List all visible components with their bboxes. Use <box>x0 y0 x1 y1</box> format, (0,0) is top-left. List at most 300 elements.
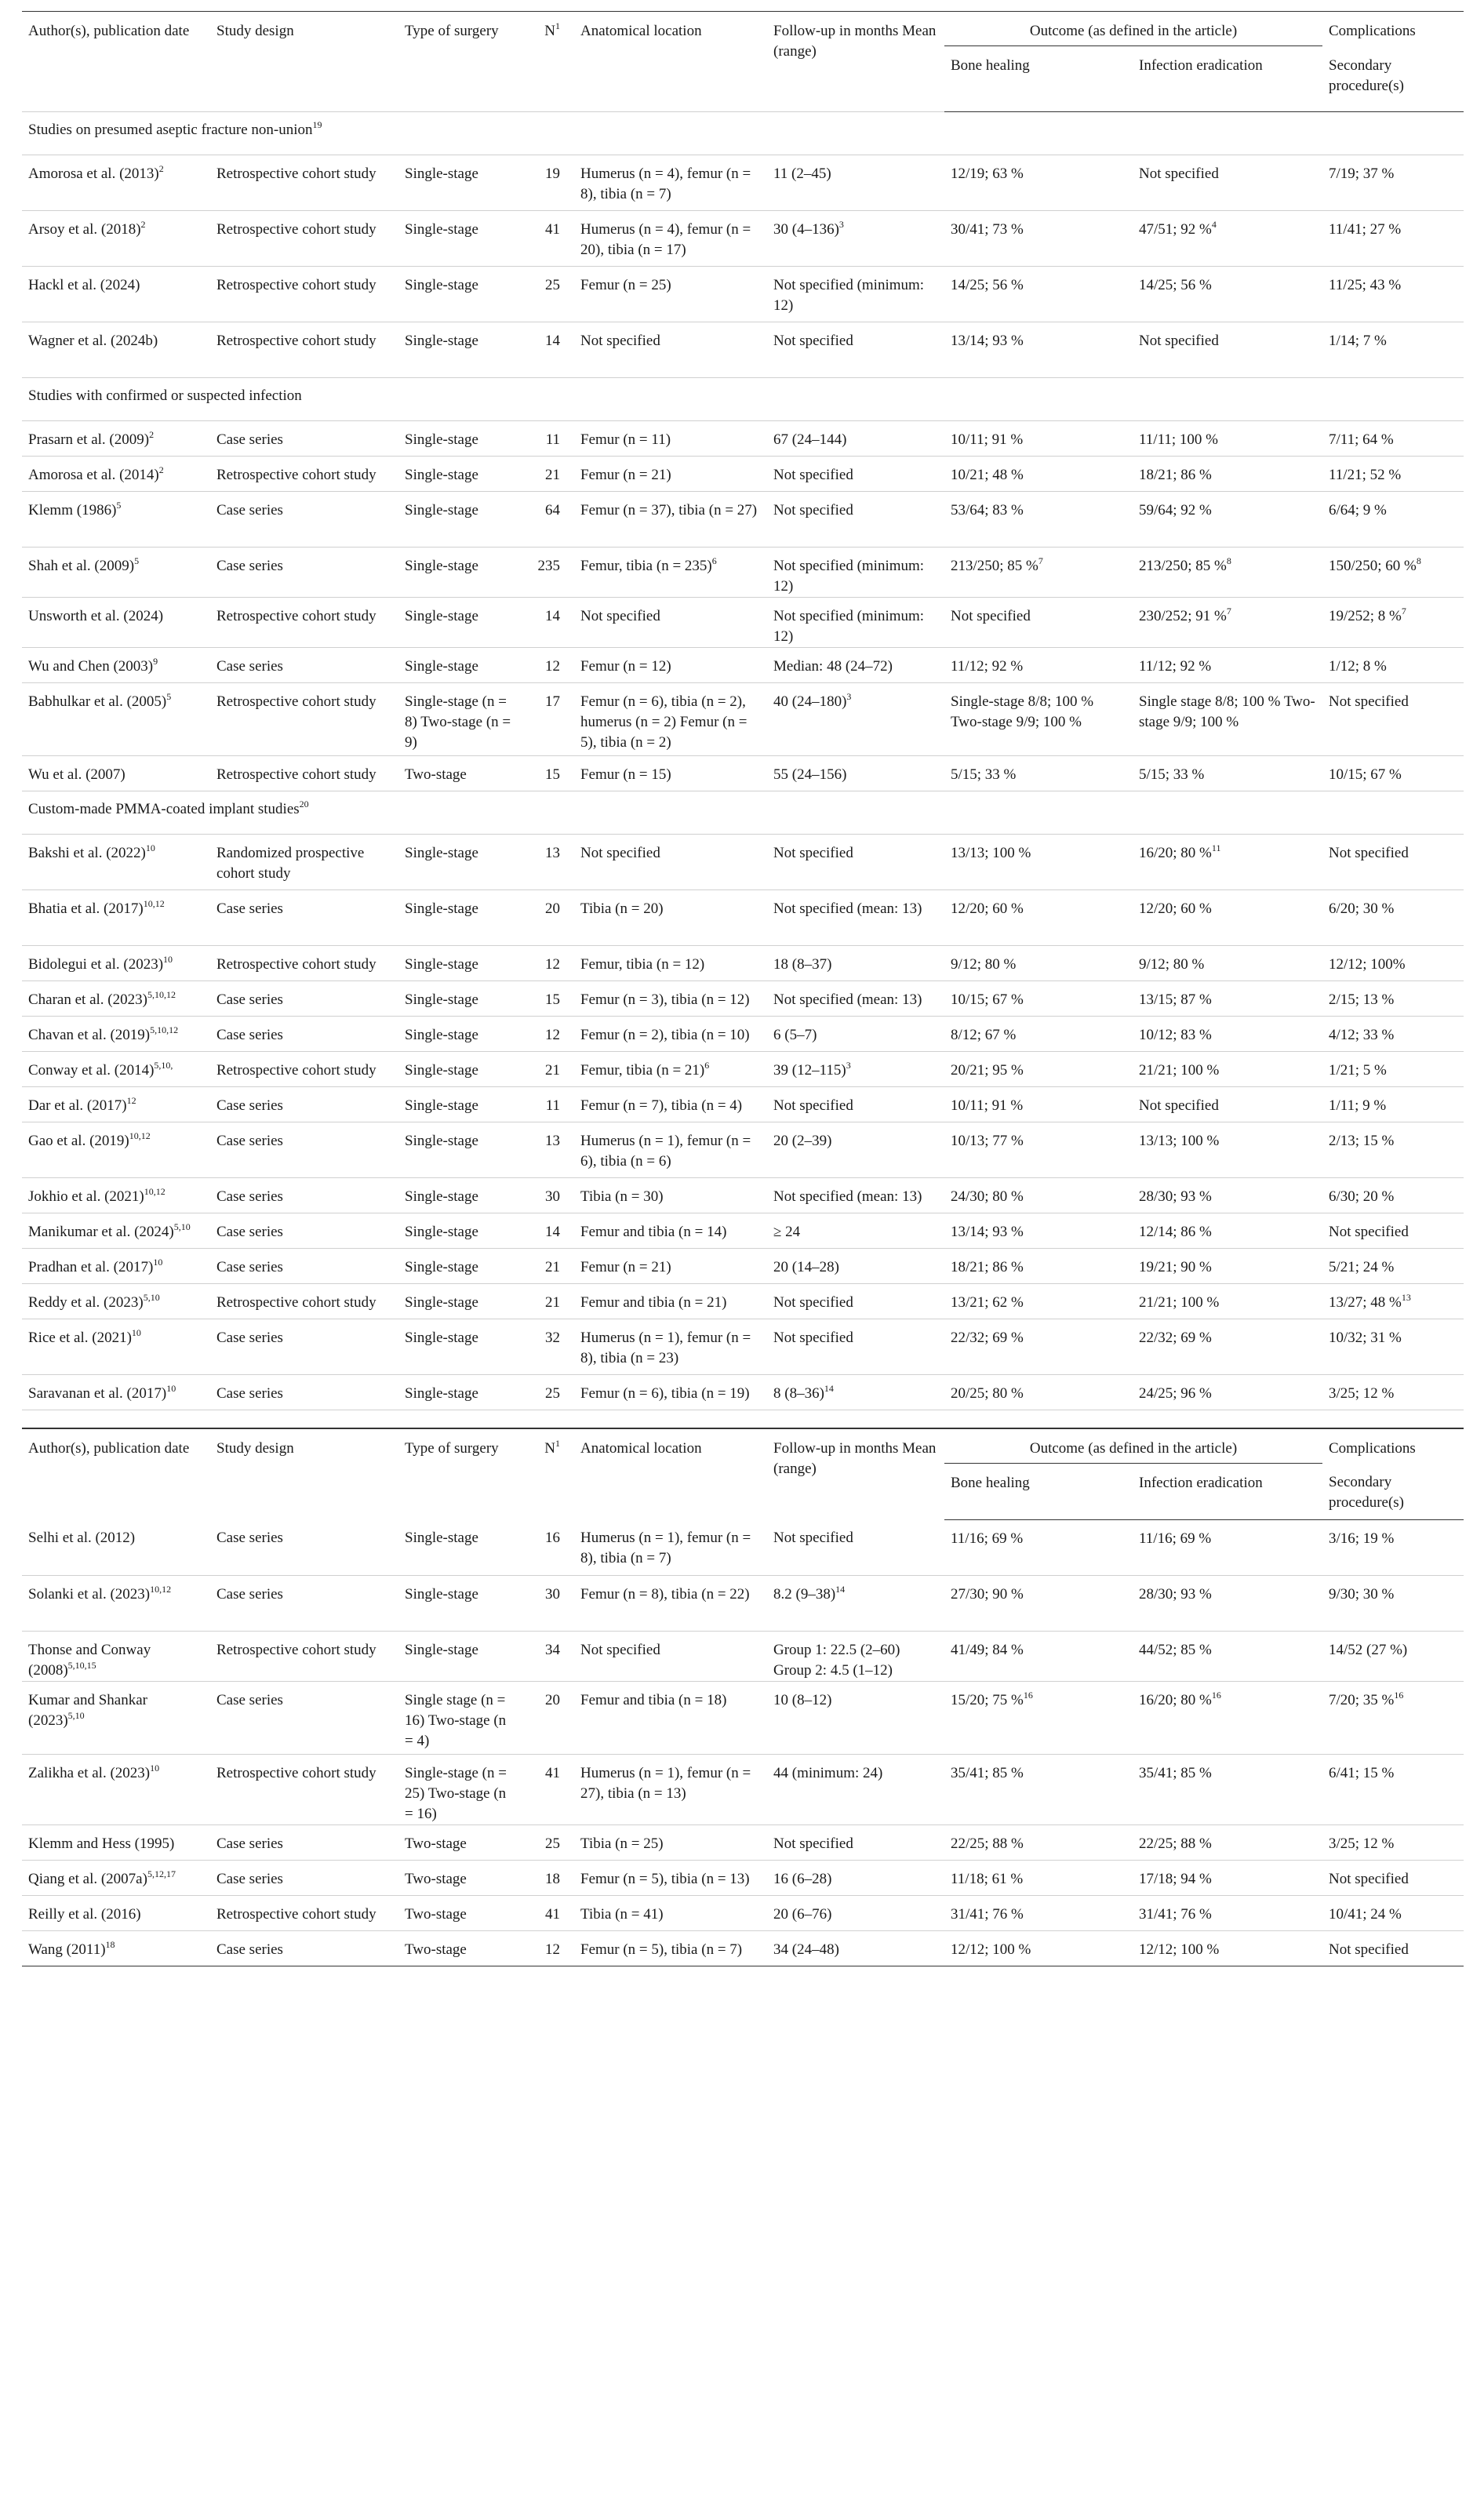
author-cell: Klemm $(1986)^5$ <box>22 492 210 548</box>
infection-cell: 230/252; 91 %$^7$ <box>1133 598 1322 648</box>
design-cell: Case series <box>210 1017 398 1052</box>
infection-cell: 16/20; 80 %$^{16}$ <box>1133 1681 1322 1754</box>
n-cell: 14 <box>524 322 574 378</box>
bone-healing-cell: 11/12; 92 % <box>944 648 1133 683</box>
infection-cell: 12/12; 100 % <box>1133 1930 1322 1966</box>
author-cell: Qiang et al. $(2007a)^{5,12,17}$ <box>22 1860 210 1895</box>
author-cell: Amorosa et al. $(2014)^2$ <box>22 457 210 492</box>
table-row <box>22 548 1464 598</box>
surgery-cell: Single-stage <box>398 457 524 492</box>
followup-cell: Not specified <box>767 457 944 492</box>
author-cell: Babhulkar et al. $(2005)^5$ <box>22 683 210 756</box>
table-row <box>22 648 1464 683</box>
infection-cell: 22/25; 88 % <box>1133 1824 1322 1860</box>
studies-table-part-2 <box>22 1428 1464 1966</box>
surgery-cell: Single-stage <box>398 211 524 267</box>
author-cell: Dar et al. $(2017)^{12}$ <box>22 1087 210 1122</box>
surgery-cell: Single-stage <box>398 1519 524 1575</box>
author-cell: Selhi et al. (2012) <box>22 1519 210 1575</box>
followup-cell: Not specified <box>767 1284 944 1319</box>
infection-cell: 47/51; 92 %$^4$ <box>1133 211 1322 267</box>
location-cell: Not specified <box>574 322 767 378</box>
secondary-cell: 1/21; 5 % <box>1322 1052 1464 1087</box>
bone-healing-cell: 30/41; 73 % <box>944 211 1133 267</box>
header-infection: Infection eradication <box>1133 46 1322 112</box>
design-cell: Case series <box>210 421 398 457</box>
design-cell: Retrospective cohort study <box>210 756 398 791</box>
author-cell: Bidolegui et al. $(2023)^{10}$ <box>22 946 210 981</box>
n-cell: 32 <box>524 1319 574 1375</box>
header-surgery: Type of surgery <box>398 12 524 112</box>
followup-cell: 8 $(8-36)^{14}$ <box>767 1375 944 1410</box>
secondary-cell: 1/14; 7 % <box>1322 322 1464 378</box>
design-cell: Case series <box>210 1122 398 1178</box>
author-cell: Klemm and Hess (1995) <box>22 1824 210 1860</box>
author-cell: Rice et al. $(2021)^{10}$ <box>22 1319 210 1375</box>
n-cell: 21 <box>524 457 574 492</box>
table-row <box>22 981 1464 1017</box>
table-row <box>22 946 1464 981</box>
surgery-cell: Single-stage <box>398 1249 524 1284</box>
header-surgery: Type of surgery <box>398 1428 524 1519</box>
author-cell: Reilly et al. (2016) <box>22 1895 210 1930</box>
studies-table-part-1 <box>22 11 1464 1410</box>
n-cell: 41 <box>524 211 574 267</box>
table-row <box>22 1631 1464 1681</box>
header-bone: Bone healing <box>944 1463 1133 1519</box>
bone-healing-cell: 213/250; 85 %$^7$ <box>944 548 1133 598</box>
surgery-cell: Single-stage <box>398 1052 524 1087</box>
followup-cell: Not specified (minimum: 12) <box>767 598 944 648</box>
surgery-cell: Two-stage <box>398 1930 524 1966</box>
surgery-cell: Single-stage <box>398 1375 524 1410</box>
n-cell: 15 <box>524 981 574 1017</box>
table-row <box>22 457 1464 492</box>
author-cell: Hackl et al. (2024) <box>22 267 210 322</box>
author-cell: Pradhan et al. $(2017)^{10}$ <box>22 1249 210 1284</box>
surgery-cell: Single-stage <box>398 1017 524 1052</box>
bone-healing-cell: 10/21; 48 % <box>944 457 1133 492</box>
location-cell: Femur (n = 25) <box>574 267 767 322</box>
bone-healing-cell: 12/19; 63 % <box>944 155 1133 211</box>
surgery-cell: Single-stage <box>398 492 524 548</box>
table-row <box>22 267 1464 322</box>
header-author: Author(s), publication date <box>22 1428 210 1519</box>
author-cell: Reddy et al. $(2023)^{5,10}$ <box>22 1284 210 1319</box>
location-cell: Tibia (n = 41) <box>574 1895 767 1930</box>
location-cell: Tibia (n = 25) <box>574 1824 767 1860</box>
infection-cell: 16/20; 80 %$^{11}$ <box>1133 835 1322 890</box>
infection-cell: 35/41; 85 % <box>1133 1754 1322 1824</box>
infection-cell: 12/20; 60 % <box>1133 890 1322 946</box>
n-cell: 12 <box>524 648 574 683</box>
surgery-cell: Two-stage <box>398 756 524 791</box>
table-row <box>22 1824 1464 1860</box>
surgery-cell: Single-stage (n = 25) Two-stage (n = 16) <box>398 1754 524 1824</box>
secondary-cell: 7/19; 37 % <box>1322 155 1464 211</box>
design-cell: Case series <box>210 890 398 946</box>
table-body-1 <box>22 112 1464 1410</box>
table-row <box>22 1178 1464 1213</box>
surgery-cell: Single stage (n = 16) Two-stage (n = 4) <box>398 1681 524 1754</box>
surgery-cell: Single-stage <box>398 155 524 211</box>
secondary-cell: 6/20; 30 % <box>1322 890 1464 946</box>
author-cell: Saravanan et al. $(2017)^{10}$ <box>22 1375 210 1410</box>
bone-healing-cell: 22/25; 88 % <box>944 1824 1133 1860</box>
location-cell: Femur (n = 15) <box>574 756 767 791</box>
surgery-cell: Two-stage <box>398 1895 524 1930</box>
location-cell: Tibia (n = 20) <box>574 890 767 946</box>
header-author: Author(s), publication date <box>22 12 210 112</box>
design-cell: Retrospective cohort study <box>210 1052 398 1087</box>
author-cell: Conway et al. $(2014)^{5,10,}$ <box>22 1052 210 1087</box>
infection-cell: 17/18; 94 % <box>1133 1860 1322 1895</box>
bone-healing-cell: 10/15; 67 % <box>944 981 1133 1017</box>
author-cell: Kumar and Shankar $(2023)^{5,10}$ <box>22 1681 210 1754</box>
bone-healing-cell: 13/13; 100 % <box>944 835 1133 890</box>
infection-cell: 24/25; 96 % <box>1133 1375 1322 1410</box>
header-bone: Bone healing <box>944 46 1133 112</box>
n-cell: 11 <box>524 421 574 457</box>
design-cell: Case series <box>210 1575 398 1631</box>
n-cell: 13 <box>524 835 574 890</box>
infection-cell: 22/32; 69 % <box>1133 1319 1322 1375</box>
location-cell: Femur (n = 8), tibia (n = 22) <box>574 1575 767 1631</box>
secondary-cell: 1/11; 9 % <box>1322 1087 1464 1122</box>
followup-cell: Not specified (mean: 13) <box>767 1178 944 1213</box>
infection-cell: 11/11; 100 % <box>1133 421 1322 457</box>
table-row <box>22 1575 1464 1631</box>
surgery-cell: Single-stage <box>398 322 524 378</box>
n-cell: 14 <box>524 598 574 648</box>
section-row <box>22 378 1464 421</box>
secondary-cell: 10/32; 31 % <box>1322 1319 1464 1375</box>
n-cell: 11 <box>524 1087 574 1122</box>
followup-cell: 67 (24–144) <box>767 421 944 457</box>
n-cell: 235 <box>524 548 574 598</box>
design-cell: Retrospective cohort study <box>210 598 398 648</box>
design-cell: Case series <box>210 1519 398 1575</box>
design-cell: Retrospective cohort study <box>210 683 398 756</box>
table-row <box>22 1681 1464 1754</box>
bone-healing-cell: 10/11; 91 % <box>944 421 1133 457</box>
header-followup: Follow-up in months Mean (range) <box>767 1428 944 1519</box>
table-row <box>22 155 1464 211</box>
table-page <box>22 11 1464 1966</box>
n-cell: 21 <box>524 1284 574 1319</box>
design-cell: Retrospective cohort study <box>210 457 398 492</box>
bone-healing-cell: 9/12; 80 % <box>944 946 1133 981</box>
followup-cell: 10 (8–12) <box>767 1681 944 1754</box>
design-cell: Retrospective cohort study <box>210 267 398 322</box>
location-cell: Femur (n = 5), tibia (n = 7) <box>574 1930 767 1966</box>
infection-cell: Not specified <box>1133 1087 1322 1122</box>
secondary-cell: 4/12; 33 % <box>1322 1017 1464 1052</box>
design-cell: Retrospective cohort study <box>210 1754 398 1824</box>
design-cell: Retrospective cohort study <box>210 946 398 981</box>
secondary-cell: 11/41; 27 % <box>1322 211 1464 267</box>
design-cell: Case series <box>210 1681 398 1754</box>
surgery-cell: Single-stage <box>398 1631 524 1681</box>
infection-cell: 13/15; 87 % <box>1133 981 1322 1017</box>
secondary-cell: 6/41; 15 % <box>1322 1754 1464 1824</box>
design-cell: Case series <box>210 1930 398 1966</box>
author-cell: Amorosa et al. $(2013)^2$ <box>22 155 210 211</box>
surgery-cell: Single-stage <box>398 1284 524 1319</box>
header-secondary: Secondary procedure(s) <box>1322 46 1464 112</box>
header-secondary: Secondary procedure(s) <box>1322 1463 1464 1519</box>
surgery-cell: Single-stage <box>398 648 524 683</box>
n-cell: 30 <box>524 1575 574 1631</box>
surgery-cell: Single-stage <box>398 598 524 648</box>
design-cell: Case series <box>210 1178 398 1213</box>
followup-cell: Not specified <box>767 1519 944 1575</box>
location-cell: Humerus (n = 1), femur (n = 27), tibia (n = 13) <box>574 1754 767 1824</box>
author-cell: Wagner et al. (2024b) <box>22 322 210 378</box>
infection-cell: 59/64; 92 % <box>1133 492 1322 548</box>
surgery-cell: Single-stage <box>398 946 524 981</box>
header-complications: Complications <box>1322 1428 1464 1463</box>
followup-cell: 20 (6–76) <box>767 1895 944 1930</box>
design-cell: Case series <box>210 1087 398 1122</box>
secondary-cell: 1/12; 8 % <box>1322 648 1464 683</box>
followup-cell: Not specified <box>767 1824 944 1860</box>
surgery-cell: Single-stage <box>398 1575 524 1631</box>
table-row <box>22 1895 1464 1930</box>
design-cell: Case series <box>210 1213 398 1249</box>
bone-healing-cell: 53/64; 83 % <box>944 492 1133 548</box>
followup-cell: Not specified <box>767 492 944 548</box>
n-cell: 20 <box>524 890 574 946</box>
followup-cell: 16 (6–28) <box>767 1860 944 1895</box>
followup-cell: Median: 48 (24–72) <box>767 648 944 683</box>
bone-healing-cell: 22/32; 69 % <box>944 1319 1133 1375</box>
table-row <box>22 1860 1464 1895</box>
followup-cell: Not specified (minimum: 12) <box>767 267 944 322</box>
table-row <box>22 1375 1464 1410</box>
design-cell: Case series <box>210 981 398 1017</box>
table-row <box>22 1213 1464 1249</box>
header-design: Study design <box>210 1428 398 1519</box>
design-cell: Case series <box>210 648 398 683</box>
secondary-cell: 11/25; 43 % <box>1322 267 1464 322</box>
design-cell: Randomized prospective cohort study <box>210 835 398 890</box>
location-cell: Humerus (n = 1), femur (n = 8), tibia (n = 23) <box>574 1319 767 1375</box>
n-cell: 17 <box>524 683 574 756</box>
secondary-cell: Not specified <box>1322 835 1464 890</box>
table-row <box>22 1754 1464 1824</box>
location-cell: Femur (n = 37), tibia (n = 27) <box>574 492 767 548</box>
location-cell: Femur and tibia (n = 14) <box>574 1213 767 1249</box>
secondary-cell: 19/252; 8 %$^7$ <box>1322 598 1464 648</box>
infection-cell: 28/30; 93 % <box>1133 1178 1322 1213</box>
infection-cell: 13/13; 100 % <box>1133 1122 1322 1178</box>
design-cell: Retrospective cohort study <box>210 211 398 267</box>
secondary-cell: 14/52 (27 %) <box>1322 1631 1464 1681</box>
n-cell: 13 <box>524 1122 574 1178</box>
secondary-cell: 150/250; 60 %$^8$ <box>1322 548 1464 598</box>
author-cell: Zalikha et al. $(2023)^{10}$ <box>22 1754 210 1824</box>
infection-cell: 11/16; 69 % <box>1133 1519 1322 1575</box>
author-cell: Wu and Chen $(2003)^9$ <box>22 648 210 683</box>
location-cell: Humerus (n = 4), femur (n = 8), tibia (n = 7) <box>574 155 767 211</box>
n-cell: 64 <box>524 492 574 548</box>
bone-healing-cell: 24/30; 80 % <box>944 1178 1133 1213</box>
author-cell: Wang $(2011)^{18}$ <box>22 1930 210 1966</box>
section-row <box>22 112 1464 155</box>
bone-healing-cell: 13/21; 62 % <box>944 1284 1133 1319</box>
followup-cell: 39 $(12-115)^3$ <box>767 1052 944 1087</box>
header-complications: Complications <box>1322 12 1464 46</box>
bone-healing-cell: 12/20; 60 % <box>944 890 1133 946</box>
surgery-cell: Single-stage <box>398 1319 524 1375</box>
infection-cell: 31/41; 76 % <box>1133 1895 1322 1930</box>
location-cell: Humerus (n = 1), femur (n = 6), tibia (n = 6) <box>574 1122 767 1178</box>
location-cell: Femur, tibia (n = 235)$^6$ <box>574 548 767 598</box>
bone-healing-cell: 10/11; 91 % <box>944 1087 1133 1122</box>
author-cell: Arsoy et al. $(2018)^2$ <box>22 211 210 267</box>
surgery-cell: Single-stage <box>398 1213 524 1249</box>
secondary-cell: 6/64; 9 % <box>1322 492 1464 548</box>
infection-cell: 9/12; 80 % <box>1133 946 1322 981</box>
table-row <box>22 598 1464 648</box>
followup-cell: Not specified (mean: 13) <box>767 981 944 1017</box>
secondary-cell: 5/21; 24 % <box>1322 1249 1464 1284</box>
n-cell: 14 <box>524 1213 574 1249</box>
table-row <box>22 1519 1464 1575</box>
table-body-2 <box>22 1519 1464 1966</box>
n-cell: 34 <box>524 1631 574 1681</box>
header-n: $N^1$ <box>524 1428 574 1519</box>
n-cell: 12 <box>524 1017 574 1052</box>
surgery-cell: Single-stage <box>398 267 524 322</box>
infection-cell: 44/52; 85 % <box>1133 1631 1322 1681</box>
followup-cell: 40 $(24-180)^3$ <box>767 683 944 756</box>
design-cell: Case series <box>210 492 398 548</box>
infection-cell: 10/12; 83 % <box>1133 1017 1322 1052</box>
location-cell: Femur and tibia (n = 21) <box>574 1284 767 1319</box>
table-row <box>22 1052 1464 1087</box>
secondary-cell: 6/30; 20 % <box>1322 1178 1464 1213</box>
infection-cell: 21/21; 100 % <box>1133 1052 1322 1087</box>
bone-healing-cell: 20/21; 95 % <box>944 1052 1133 1087</box>
author-cell: Gao et al. $(2019)^{10,12}$ <box>22 1122 210 1178</box>
header-outcome: Outcome (as defined in the article) <box>944 12 1322 46</box>
secondary-cell: 13/27; 48 %$^{13}$ <box>1322 1284 1464 1319</box>
author-cell: Unsworth et al. (2024) <box>22 598 210 648</box>
table-row <box>22 835 1464 890</box>
surgery-cell: Single-stage <box>398 548 524 598</box>
author-cell: Jokhio et al. $(2021)^{10,12}$ <box>22 1178 210 1213</box>
secondary-cell: Not specified <box>1322 683 1464 756</box>
author-cell: Wu et al. (2007) <box>22 756 210 791</box>
location-cell: Femur (n = 21) <box>574 457 767 492</box>
surgery-cell: Single-stage <box>398 890 524 946</box>
surgery-cell: Single-stage (n = 8) Two-stage (n = 9) <box>398 683 524 756</box>
bone-healing-cell: 13/14; 93 % <box>944 1213 1133 1249</box>
infection-cell: 19/21; 90 % <box>1133 1249 1322 1284</box>
author-cell: Manikumar et al. $(2024)^{5,10}$ <box>22 1213 210 1249</box>
n-cell: 41 <box>524 1895 574 1930</box>
n-cell: 25 <box>524 1375 574 1410</box>
bone-healing-cell: 14/25; 56 % <box>944 267 1133 322</box>
surgery-cell: Single-stage <box>398 421 524 457</box>
bone-healing-cell: 11/16; 69 % <box>944 1519 1133 1575</box>
secondary-cell: 10/15; 67 % <box>1322 756 1464 791</box>
design-cell: Case series <box>210 1319 398 1375</box>
followup-cell: Group 1: 22.5 (2–60) Group 2: 4.5 (1–12) <box>767 1631 944 1681</box>
bone-healing-cell: 10/13; 77 % <box>944 1122 1133 1178</box>
bone-healing-cell: 31/41; 76 % <box>944 1895 1133 1930</box>
n-cell: 41 <box>524 1754 574 1824</box>
location-cell: Humerus (n = 4), femur (n = 20), tibia (n = 17) <box>574 211 767 267</box>
secondary-cell: Not specified <box>1322 1860 1464 1895</box>
bone-healing-cell: Not specified <box>944 598 1133 648</box>
location-cell: Femur (n = 2), tibia (n = 10) <box>574 1017 767 1052</box>
author-cell: Thonse and Conway $(2008)^{5,10,15}$ <box>22 1631 210 1681</box>
n-cell: 25 <box>524 1824 574 1860</box>
design-cell: Case series <box>210 1860 398 1895</box>
location-cell: Femur and tibia (n = 18) <box>574 1681 767 1754</box>
location-cell: Femur (n = 7), tibia (n = 4) <box>574 1087 767 1122</box>
surgery-cell: Single-stage <box>398 981 524 1017</box>
secondary-cell: Not specified <box>1322 1930 1464 1966</box>
followup-cell: 44 (minimum: 24) <box>767 1754 944 1824</box>
followup-cell: ≥ 24 <box>767 1213 944 1249</box>
bone-healing-cell: 18/21; 86 % <box>944 1249 1133 1284</box>
followup-cell: Not specified <box>767 1319 944 1375</box>
followup-cell: 11 (2–45) <box>767 155 944 211</box>
n-cell: 30 <box>524 1178 574 1213</box>
table-row <box>22 756 1464 791</box>
table-row <box>22 1122 1464 1178</box>
secondary-cell: 7/20; 35 %$^{16}$ <box>1322 1681 1464 1754</box>
bone-healing-cell: 8/12; 67 % <box>944 1017 1133 1052</box>
followup-cell: Not specified (minimum: 12) <box>767 548 944 598</box>
bone-healing-cell: 20/25; 80 % <box>944 1375 1133 1410</box>
author-cell: Chavan et al. $(2019)^{5,10,12}$ <box>22 1017 210 1052</box>
n-cell: 25 <box>524 267 574 322</box>
infection-cell: 12/14; 86 % <box>1133 1213 1322 1249</box>
header-n: $N^1$ <box>524 12 574 112</box>
bone-healing-cell: 11/18; 61 % <box>944 1860 1133 1895</box>
location-cell: Femur, tibia (n = 12) <box>574 946 767 981</box>
location-cell: Not specified <box>574 1631 767 1681</box>
followup-cell: Not specified <box>767 1087 944 1122</box>
bone-healing-cell: 35/41; 85 % <box>944 1754 1133 1824</box>
author-cell: Charan et al. $(2023)^{5,10,12}$ <box>22 981 210 1017</box>
followup-cell: Not specified (mean: 13) <box>767 890 944 946</box>
author-cell: Bakshi et al. $(2022)^{10}$ <box>22 835 210 890</box>
bone-healing-cell: 5/15; 33 % <box>944 756 1133 791</box>
author-cell: Shah et al. $(2009)^5$ <box>22 548 210 598</box>
infection-cell: Not specified <box>1133 322 1322 378</box>
infection-cell: Not specified <box>1133 155 1322 211</box>
location-cell: Femur (n = 11) <box>574 421 767 457</box>
table-row <box>22 1930 1464 1966</box>
header-location: Anatomical location <box>574 1428 767 1519</box>
section-row <box>22 791 1464 835</box>
table-row <box>22 683 1464 756</box>
section-label: Studies on presumed aseptic fracture non-union$^{19}$ <box>22 112 1464 155</box>
followup-cell: Not specified <box>767 835 944 890</box>
design-cell: Retrospective cohort study <box>210 1284 398 1319</box>
surgery-cell: Single-stage <box>398 1178 524 1213</box>
design-cell: Case series <box>210 1249 398 1284</box>
secondary-cell: 11/21; 52 % <box>1322 457 1464 492</box>
n-cell: 19 <box>524 155 574 211</box>
bone-healing-cell: Single-stage 8/8; 100 % Two-stage 9/9; 100 % <box>944 683 1133 756</box>
